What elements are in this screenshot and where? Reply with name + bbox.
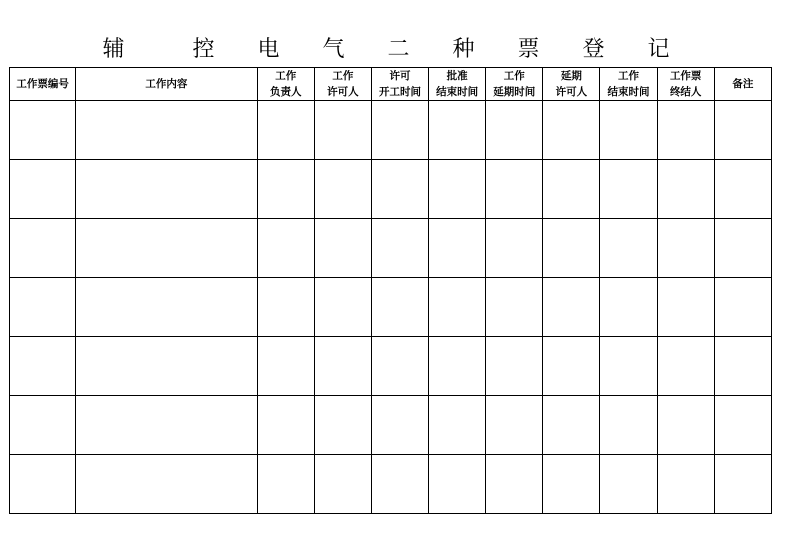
table-cell bbox=[76, 219, 257, 278]
table-cell bbox=[10, 396, 76, 455]
table-cell bbox=[10, 219, 76, 278]
page-title: 辅 控 电 气 二 种 票 登 记 bbox=[102, 37, 688, 62]
column-header-label: 延期时间 bbox=[493, 86, 536, 98]
table-cell bbox=[257, 219, 314, 278]
table-cell bbox=[371, 455, 428, 514]
table-cell bbox=[543, 455, 600, 514]
table-cell bbox=[486, 455, 543, 514]
table-cell bbox=[314, 396, 371, 455]
table-cell bbox=[429, 396, 486, 455]
table-cell bbox=[257, 160, 314, 219]
table-cell bbox=[10, 455, 76, 514]
table-body bbox=[10, 101, 772, 514]
table-cell bbox=[257, 455, 314, 514]
table-cell bbox=[314, 455, 371, 514]
table-cell bbox=[543, 219, 600, 278]
table-cell bbox=[657, 396, 714, 455]
table-cell bbox=[371, 396, 428, 455]
table-cell bbox=[714, 160, 771, 219]
table-cell bbox=[257, 101, 314, 160]
column-header bbox=[657, 68, 714, 101]
table-row bbox=[10, 219, 772, 278]
table-cell bbox=[543, 101, 600, 160]
table-row bbox=[10, 455, 772, 514]
table-cell bbox=[543, 337, 600, 396]
table-cell bbox=[600, 160, 657, 219]
table-cell bbox=[314, 278, 371, 337]
column-header bbox=[543, 68, 600, 101]
table-cell bbox=[486, 160, 543, 219]
table-cell bbox=[371, 219, 428, 278]
column-header bbox=[314, 68, 371, 101]
table-row bbox=[10, 337, 772, 396]
column-header-label: 终结人 bbox=[669, 86, 702, 98]
table-cell bbox=[76, 101, 257, 160]
table-cell bbox=[371, 101, 428, 160]
column-header bbox=[600, 68, 657, 101]
table-cell bbox=[314, 337, 371, 396]
table-cell bbox=[657, 337, 714, 396]
table-cell bbox=[429, 278, 486, 337]
column-header-label: 开工时间 bbox=[378, 86, 421, 98]
table-cell bbox=[714, 219, 771, 278]
table-cell bbox=[76, 278, 257, 337]
table-cell bbox=[76, 396, 257, 455]
column-header bbox=[257, 68, 314, 101]
table-cell bbox=[314, 160, 371, 219]
column-header-label: 工作 bbox=[332, 70, 354, 82]
table-header bbox=[10, 68, 772, 101]
column-header-label: 备注 bbox=[732, 78, 754, 90]
column-header-label: 工作 bbox=[618, 70, 640, 82]
table-cell bbox=[657, 219, 714, 278]
table-cell bbox=[600, 101, 657, 160]
column-header bbox=[429, 68, 486, 101]
column-header-label: 批准 bbox=[446, 70, 468, 82]
table-row bbox=[10, 278, 772, 337]
table-row bbox=[10, 396, 772, 455]
table-cell bbox=[429, 337, 486, 396]
table-cell bbox=[714, 278, 771, 337]
column-header-label: 负责人 bbox=[269, 86, 302, 98]
table-cell bbox=[429, 455, 486, 514]
table-cell bbox=[543, 396, 600, 455]
table-cell bbox=[486, 219, 543, 278]
table-cell bbox=[486, 396, 543, 455]
table-cell bbox=[714, 101, 771, 160]
column-header bbox=[486, 68, 543, 101]
column-header-label: 工作票编号 bbox=[16, 78, 69, 90]
table-cell bbox=[314, 219, 371, 278]
table-cell bbox=[486, 337, 543, 396]
table-cell bbox=[657, 101, 714, 160]
table-row bbox=[10, 160, 772, 219]
registration-table bbox=[9, 67, 772, 514]
table-cell bbox=[543, 278, 600, 337]
table-cell bbox=[257, 278, 314, 337]
table-cell bbox=[10, 278, 76, 337]
table-cell bbox=[657, 278, 714, 337]
table-cell bbox=[543, 160, 600, 219]
table-cell bbox=[600, 455, 657, 514]
table-cell bbox=[714, 455, 771, 514]
table-cell bbox=[76, 455, 257, 514]
table-cell bbox=[371, 337, 428, 396]
table-cell bbox=[429, 160, 486, 219]
table-cell bbox=[10, 337, 76, 396]
table-cell bbox=[600, 219, 657, 278]
column-header-label: 结束时间 bbox=[607, 86, 650, 98]
column-header bbox=[10, 68, 76, 101]
header-row bbox=[10, 68, 772, 101]
table-cell bbox=[600, 337, 657, 396]
column-header bbox=[76, 68, 257, 101]
table-cell bbox=[657, 455, 714, 514]
column-header-label: 许可 bbox=[389, 70, 411, 82]
column-header-label: 工作票 bbox=[669, 70, 702, 82]
column-header-label: 许可人 bbox=[555, 86, 588, 98]
table-cell bbox=[314, 101, 371, 160]
table-cell bbox=[486, 101, 543, 160]
table-cell bbox=[371, 160, 428, 219]
table-cell bbox=[10, 101, 76, 160]
column-header-label: 许可人 bbox=[327, 86, 359, 98]
table-cell bbox=[657, 160, 714, 219]
table-row bbox=[10, 101, 772, 160]
table-cell bbox=[429, 219, 486, 278]
column-header bbox=[714, 68, 771, 101]
table-cell bbox=[10, 160, 76, 219]
table-cell bbox=[486, 278, 543, 337]
column-header-label: 延期 bbox=[560, 70, 582, 82]
column-header bbox=[371, 68, 428, 101]
table-cell bbox=[714, 396, 771, 455]
column-header-label: 工作 bbox=[275, 70, 297, 82]
table-cell bbox=[600, 396, 657, 455]
table-cell bbox=[257, 396, 314, 455]
column-header-label: 工作 bbox=[503, 70, 525, 82]
column-header-label: 工作内容 bbox=[145, 78, 188, 90]
table-cell bbox=[76, 160, 257, 219]
table-cell bbox=[76, 337, 257, 396]
table-cell bbox=[257, 337, 314, 396]
column-header-label: 结束时间 bbox=[436, 86, 479, 98]
table-cell bbox=[371, 278, 428, 337]
table-cell bbox=[600, 278, 657, 337]
table-cell bbox=[714, 337, 771, 396]
table-cell bbox=[429, 101, 486, 160]
